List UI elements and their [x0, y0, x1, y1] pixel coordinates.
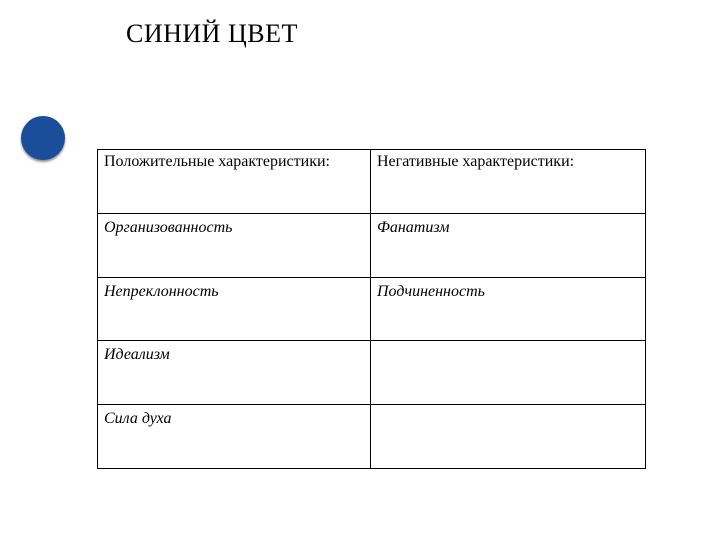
positive-cell: Организованность: [98, 213, 371, 277]
negative-cell: [371, 405, 646, 469]
table-row: [98, 405, 646, 469]
slide-title: СИНИЙ ЦВЕТ: [126, 19, 298, 48]
table-header-row: [98, 150, 646, 214]
header-negative: Негативные характеристики:: [371, 150, 646, 214]
negative-cell: Подчиненность: [371, 277, 646, 341]
negative-cell: [371, 341, 646, 405]
blue-circle-bullet-icon: [21, 116, 65, 160]
table-row: [98, 341, 646, 405]
header-positive: Положительные характеристики:: [98, 150, 371, 214]
characteristics-table: [97, 149, 646, 469]
table-row: [98, 213, 646, 277]
table-row: [98, 277, 646, 341]
negative-cell: Фанатизм: [371, 213, 646, 277]
positive-cell: Идеализм: [98, 341, 371, 405]
positive-cell: Сила духа: [98, 405, 371, 469]
positive-cell: Непреклонность: [98, 277, 371, 341]
